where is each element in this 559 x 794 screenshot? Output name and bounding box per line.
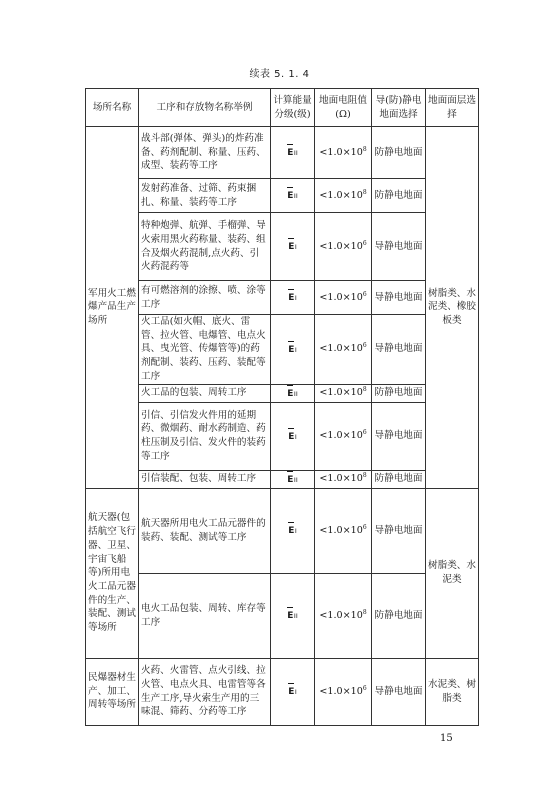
level-subscript: II: [293, 149, 298, 158]
energy-level-symbol: [288, 684, 297, 699]
energy-level-cell: [271, 281, 315, 315]
level-subscript: I: [294, 294, 297, 303]
resistance-value: [319, 343, 366, 354]
place-cell: 民爆器材生产、加工、周转等场所: [86, 658, 139, 725]
energy-level-cell: [271, 402, 315, 470]
energy-level-symbol: [288, 429, 297, 444]
level-letter: E: [288, 290, 294, 305]
table-row: [86, 384, 479, 402]
energy-level-cell: [271, 127, 315, 179]
resistance-prefix: <1.0×10: [319, 189, 363, 201]
floor-type-cell: 导静电地面: [372, 213, 426, 281]
resistance-cell: [315, 281, 372, 315]
header-place: 场所名称: [86, 89, 139, 127]
resistance-prefix: <1.0×10: [319, 609, 363, 621]
resistance-prefix: <1.0×10: [319, 524, 363, 536]
level-letter: E: [287, 145, 293, 160]
energy-level-symbol: [287, 608, 298, 623]
resistance-exponent: 6: [362, 523, 367, 531]
energy-level-cell: [271, 488, 315, 573]
resistance-value: [319, 190, 366, 201]
resistance-prefix: <1.0×10: [319, 343, 363, 355]
floor-type-cell: 防静电地面: [372, 470, 426, 488]
energy-level-cell: [271, 315, 315, 385]
floor-type-cell: 导静电地面: [372, 488, 426, 573]
level-letter: E: [287, 472, 293, 487]
resistance-exponent: 8: [362, 472, 367, 480]
process-cell: 引信装配、包装、周转工序: [139, 470, 271, 488]
level-subscript: I: [294, 432, 297, 441]
table-row: [86, 213, 479, 281]
process-cell: 航天器所用电火工品元器件的装药、装配、测试等工序: [139, 488, 271, 573]
resistance-value: [319, 473, 366, 484]
process-cell: 特种炮弹、航弹、手榴弹、导火索用黑火药称量、装药、组合及烟火药混制,点火药、引火药混药等: [139, 213, 271, 281]
header-process: 工序和存放物名称举例: [139, 89, 271, 127]
table-row: [86, 470, 479, 488]
level-letter: E: [288, 684, 294, 699]
resistance-exponent: 8: [362, 188, 367, 196]
level-letter: E: [288, 342, 294, 357]
resistance-prefix: <1.0×10: [319, 291, 363, 303]
level-subscript: II: [293, 612, 298, 621]
process-cell: 火工品的包装、周转工序: [139, 384, 271, 402]
resistance-cell: [315, 127, 372, 179]
resistance-cell: [315, 179, 372, 213]
resistance-prefix: <1.0×10: [319, 146, 363, 158]
specification-table: [85, 88, 479, 726]
resistance-exponent: 8: [362, 145, 367, 153]
table-caption: 续表 5. 1. 4: [249, 69, 310, 80]
level-subscript: II: [293, 475, 298, 484]
resistance-value: [319, 686, 366, 697]
energy-level-cell: [271, 213, 315, 281]
level-letter: E: [288, 429, 294, 444]
process-cell: 电火工品包装、周转、库存等工序: [139, 573, 271, 658]
resistance-exponent: 8: [362, 608, 367, 616]
page-number: 15: [440, 733, 453, 744]
resistance-exponent: 6: [362, 290, 367, 298]
resistance-prefix: <1.0×10: [319, 473, 363, 485]
place-cell: 军用火工燃爆产品生产场所: [86, 127, 139, 489]
header-surface: 地面面层选择: [426, 89, 479, 127]
header-calc-level: 计算能量分级(级): [271, 89, 315, 127]
resistance-prefix: <1.0×10: [319, 430, 363, 442]
energy-level-cell: [271, 658, 315, 725]
floor-type-cell: 防静电地面: [372, 127, 426, 179]
level-subscript: I: [294, 345, 297, 354]
process-cell: 火工品(如火帽、底火、雷管、拉火管、电爆管、电点火具、曳光管、传爆管等)的药剂配制、装药、压药、装配等工序: [139, 315, 271, 385]
energy-level-cell: [271, 470, 315, 488]
level-letter: E: [288, 523, 294, 538]
resistance-cell: [315, 384, 372, 402]
table-row: [86, 488, 479, 573]
level-subscript: I: [294, 688, 297, 697]
resistance-value: [319, 147, 366, 158]
floor-type-cell: 导静电地面: [372, 658, 426, 725]
level-letter: E: [287, 386, 293, 401]
energy-level-symbol: [287, 386, 298, 401]
energy-level-cell: [271, 179, 315, 213]
surface-cell: 树脂类、水泥类、橡胶板类: [426, 127, 479, 489]
resistance-value: [319, 610, 366, 621]
energy-level-symbol: [287, 188, 298, 203]
level-subscript: II: [293, 192, 298, 201]
place-cell: 航天器(包括航空飞行器、卫星、宇宙飞船等)所用电火工品元器件的生产、装配、测试等场所: [86, 488, 139, 658]
table-row: [86, 315, 479, 385]
process-cell: 有可燃溶剂的涂擦、喷、涂等工序: [139, 281, 271, 315]
surface-cell: 树脂类、水泥类: [426, 488, 479, 658]
resistance-exponent: 6: [362, 342, 367, 350]
floor-type-cell: 导静电地面: [372, 315, 426, 385]
resistance-exponent: 6: [362, 684, 367, 692]
energy-level-symbol: [288, 342, 297, 357]
process-cell: 战斗部(弹体、弹头)的炸药准备、药剂配制、称量、压药、成型、装药等工序: [139, 127, 271, 179]
table-row: [86, 127, 479, 179]
energy-level-symbol: [288, 523, 297, 538]
resistance-exponent: 6: [362, 239, 367, 247]
floor-type-cell: 导静电地面: [372, 281, 426, 315]
resistance-cell: [315, 213, 372, 281]
floor-type-cell: 防静电地面: [372, 573, 426, 658]
header-floor-choice: 导(防)静电地面选择: [372, 89, 426, 127]
table-row: [86, 658, 479, 725]
process-cell: 引信、引信发火件用的延期药、微烟药、耐水药制造、药柱压制及引信、发火件的装药等工序: [139, 402, 271, 470]
resistance-value: [319, 525, 366, 536]
level-subscript: I: [294, 243, 297, 252]
resistance-prefix: <1.0×10: [319, 240, 363, 252]
table-row: [86, 281, 479, 315]
resistance-exponent: 8: [362, 386, 367, 394]
resistance-exponent: 6: [362, 429, 367, 437]
resistance-value: [319, 387, 366, 398]
floor-type-cell: 导静电地面: [372, 402, 426, 470]
resistance-cell: [315, 658, 372, 725]
table-row: [86, 573, 479, 658]
header-row: [86, 89, 479, 127]
table-row: [86, 179, 479, 213]
level-subscript: I: [294, 527, 297, 536]
resistance-value: [319, 430, 366, 441]
header-resistance: 地面电阻值(Ω): [315, 89, 372, 127]
energy-level-symbol: [288, 239, 297, 254]
floor-type-cell: 防静电地面: [372, 179, 426, 213]
energy-level-symbol: [287, 145, 298, 160]
resistance-cell: [315, 315, 372, 385]
resistance-cell: [315, 573, 372, 658]
resistance-cell: [315, 488, 372, 573]
level-subscript: II: [293, 389, 298, 398]
level-letter: E: [288, 239, 294, 254]
floor-type-cell: 防静电地面: [372, 384, 426, 402]
table-row: [86, 402, 479, 470]
resistance-prefix: <1.0×10: [319, 387, 363, 399]
energy-level-cell: [271, 573, 315, 658]
surface-cell: 水泥类、树脂类: [426, 658, 479, 725]
resistance-cell: [315, 470, 372, 488]
level-letter: E: [287, 608, 293, 623]
level-letter: E: [287, 188, 293, 203]
resistance-cell: [315, 402, 372, 470]
energy-level-symbol: [288, 290, 297, 305]
resistance-value: [319, 292, 366, 303]
energy-level-symbol: [287, 472, 298, 487]
resistance-prefix: <1.0×10: [319, 685, 363, 697]
resistance-value: [319, 241, 366, 252]
energy-level-cell: [271, 384, 315, 402]
process-cell: 发射药准备、过筛、药束捆扎、称量、装药等工序: [139, 179, 271, 213]
process-cell: 火药、火雷管、点火引线、拉火管、电点火具、电雷管等各生产工序,导火索生产用的三味混、筛药、分药等工序: [139, 658, 271, 725]
